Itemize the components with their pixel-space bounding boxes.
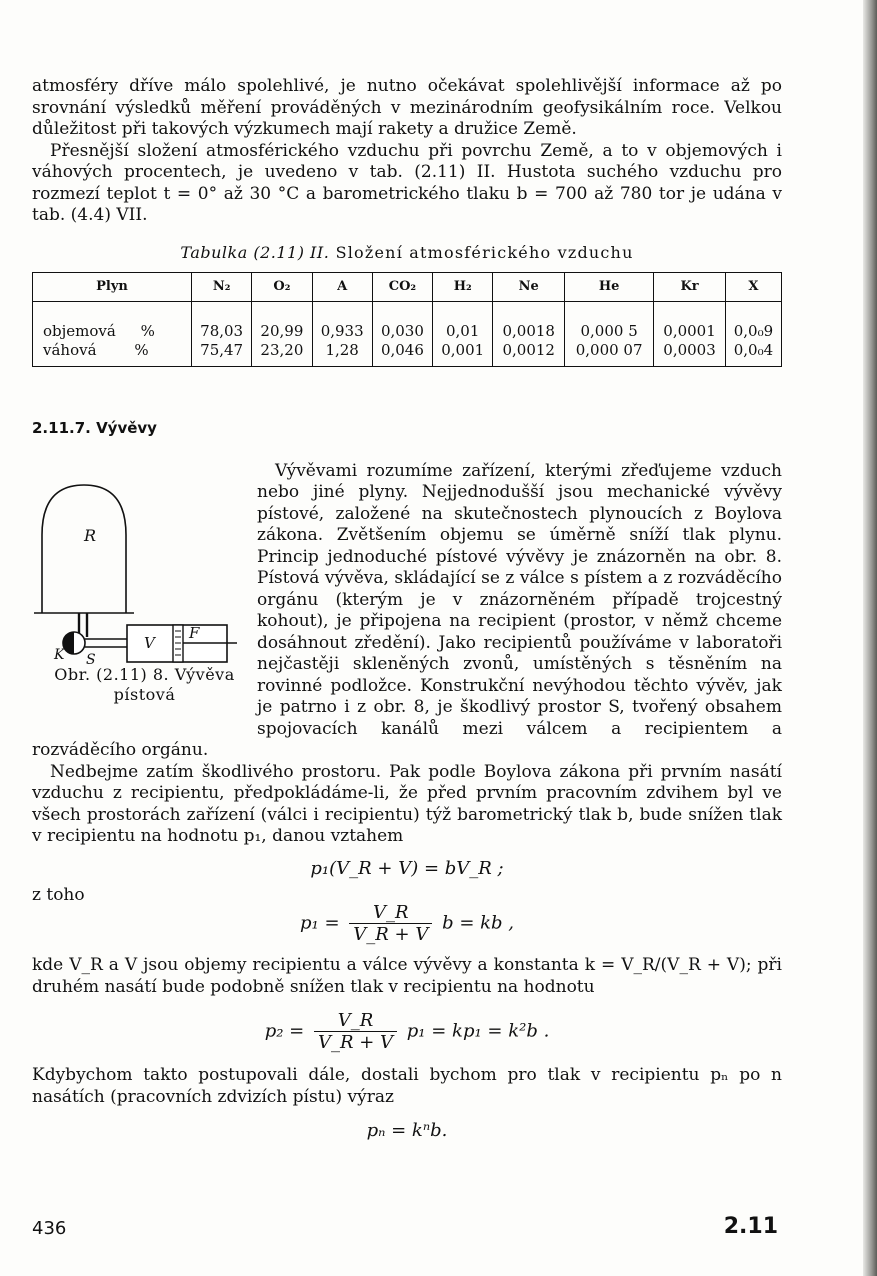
eq3-numerator: V_R xyxy=(314,1010,397,1032)
body-paragraph-vyvevy: Vývěvami rozumíme zařízení, kterými zřeďujeme vzduch nebo jiné plyny. Nejjednodušší jsou mechanické vývěvy pístové, založené na skutečnostech plynoucích z Boylova zákona. Zvětšením objemu se úměrně sníží tlak plynu. Princip jednoduché pístové vývěvy je znázorněn na obr. 8. Pístová vývěva, skládající se z válce s pístem a z rozváděcího orgánu (kterým je v znázorněném případě trojcestný kohout), je připojena na recipient (prostor, v němž chceme dosáhnout zředění). Jako recipientů používáme v laboratoři nejčastěji skleněných zvonů, umístěných s těsněním na rovinné podložce. Konstrukční nevýhodou těchto vývěv, jak je patrno i z obr. 8, je škodlivý prostor S, tvořený obsahem spojovacích kanálů mezi válcem a recipientem a rozváděcího orgánu. xyxy=(32,460,782,760)
table-header-cell: O₂ xyxy=(252,272,312,301)
table-cell: 75,47 xyxy=(192,341,252,367)
table-caption-label: Tabulka (2.11) II. xyxy=(180,242,330,262)
page-content xyxy=(32,76,782,1141)
table-header-cell: He xyxy=(565,272,654,301)
table-header-cell: N₂ xyxy=(192,272,252,301)
table-cell: 0,0012 xyxy=(493,341,565,367)
table-caption-text: Složení atmosférického vzduchu xyxy=(335,242,634,262)
table-header-row xyxy=(33,272,782,301)
table-header-cell: X xyxy=(725,272,781,301)
equation-1: p₁(V_R + V) = bV_R ; xyxy=(310,857,504,879)
table-header-cell: H₂ xyxy=(433,272,493,301)
eq3-right: p₁ = kp₁ = k²b . xyxy=(406,1020,550,1042)
intro-paragraph-1: atmosféry dříve málo spolehlivé, je nutno očekávat spolehlivější informace až po srovnání výsledků měření prováděných v mezinárodním geofysikálním roce. Velkou důležitost při takových výzkumech mají rakety a družice Země. xyxy=(32,76,782,139)
eq3-denominator: V_R + V xyxy=(317,1032,394,1053)
row-label-text: objemová xyxy=(43,321,116,340)
intro-paragraph-2: Přesnější složení atmosférického vzduchu při povrchu Země, a to v objemových i váhových procentech, je uvedeno v tab. (2.11) II. Hustota suchého vzduchu pro rozmezí teplot t = 0° až 30 °C a barometrického tlaku b = 700 až 780 tor je udána v tab. (4.4) VII. xyxy=(32,140,782,225)
row-label xyxy=(33,301,192,341)
equation-2 xyxy=(32,902,782,945)
figure-caption xyxy=(32,665,257,705)
equation-3 xyxy=(32,1010,782,1053)
eq2-right: b = kb , xyxy=(442,912,514,934)
table-cell: 0,933 xyxy=(312,301,372,341)
table-cell: 0,046 xyxy=(372,341,432,367)
recipient-bell xyxy=(42,485,126,613)
row-unit: % xyxy=(134,340,149,359)
eq2-denominator: V_R + V xyxy=(353,924,429,945)
text-z-toho: z toho xyxy=(32,884,85,905)
row-label-text: váhová xyxy=(43,340,97,359)
table-cell: 20,99 xyxy=(252,301,312,341)
table-cell: 78,03 xyxy=(192,301,252,341)
table-caption xyxy=(32,243,782,262)
piston-pump-diagram xyxy=(32,465,257,665)
label-K: K xyxy=(54,646,65,663)
table-cell: 0,0018 xyxy=(493,301,565,341)
section-number: 2.11 xyxy=(723,1214,778,1239)
table-cell: 0,030 xyxy=(372,301,432,341)
row-label xyxy=(33,341,192,367)
figure-pump xyxy=(32,465,257,731)
table-header-cell: Kr xyxy=(654,272,726,301)
figure-caption-line: Obr. (2.11) 8. Vývěva xyxy=(54,664,235,684)
table-cell: 1,28 xyxy=(312,341,372,367)
figure-caption-line: pístová xyxy=(113,684,176,704)
eq3-left: p₂ = xyxy=(264,1020,305,1042)
eq2-left: p₁ = xyxy=(299,912,340,934)
label-S: S xyxy=(86,651,96,665)
page-edge-shadow xyxy=(863,0,877,1276)
page-number: 436 xyxy=(32,1218,67,1239)
table-header-cell: Ne xyxy=(493,272,565,301)
body-paragraph-boyle: Nedbejme zatím škodlivého prostoru. Pak podle Boylova zákona při prvním nasátí vzduchu z recipientu, předpokládáme-li, že před prvním pracovním zdvihem byl ve všech prostorách zařízení (válci i recipientu) týž barometrický tlak b, bude snížen tlak v recipientu na hodnotu p₁, danou vztahem xyxy=(32,761,782,846)
label-R: R xyxy=(84,525,97,545)
table-cell: 0,001 xyxy=(433,341,493,367)
table-cell: 0,0₀4 xyxy=(725,341,781,367)
table-cell: 0,0₀9 xyxy=(725,301,781,341)
table-header-cell: A xyxy=(312,272,372,301)
eq2-fraction xyxy=(349,902,432,945)
table-cell: 0,01 xyxy=(433,301,493,341)
eq2-numerator: V_R xyxy=(349,902,432,924)
table-cell: 0,000 07 xyxy=(565,341,654,367)
gas-composition-table xyxy=(32,272,782,367)
body-paragraph-constant: kde V_R a V jsou objemy recipientu a válce vývěvy a konstanta k = V_R/(V_R + V); při druhém nasátí bude podobně snížen tlak v recipientu na hodnotu xyxy=(32,955,782,997)
label-F: F xyxy=(189,623,200,642)
stopcock-plug xyxy=(63,632,74,654)
table-cell: 23,20 xyxy=(252,341,312,367)
table-row xyxy=(33,341,782,367)
body-paragraph-final: Kdybychom takto postupovali dále, dostali bychom pro tlak v recipientu pₙ po n nasátích (pracovních zdvizích pístu) výraz xyxy=(32,1065,782,1107)
eq3-fraction xyxy=(314,1010,397,1053)
table-cell: 0,0003 xyxy=(654,341,726,367)
table-cell: 0,0001 xyxy=(654,301,726,341)
table-row xyxy=(33,301,782,341)
table-header-cell: CO₂ xyxy=(372,272,432,301)
label-V: V xyxy=(144,633,155,652)
section-heading: 2.11.7. Vývěvy xyxy=(32,418,157,437)
row-unit: % xyxy=(140,321,155,340)
table-cell: 0,000 5 xyxy=(565,301,654,341)
equation-4: pₙ = kⁿb. xyxy=(366,1120,448,1141)
table-header-cell: Plyn xyxy=(33,272,192,301)
